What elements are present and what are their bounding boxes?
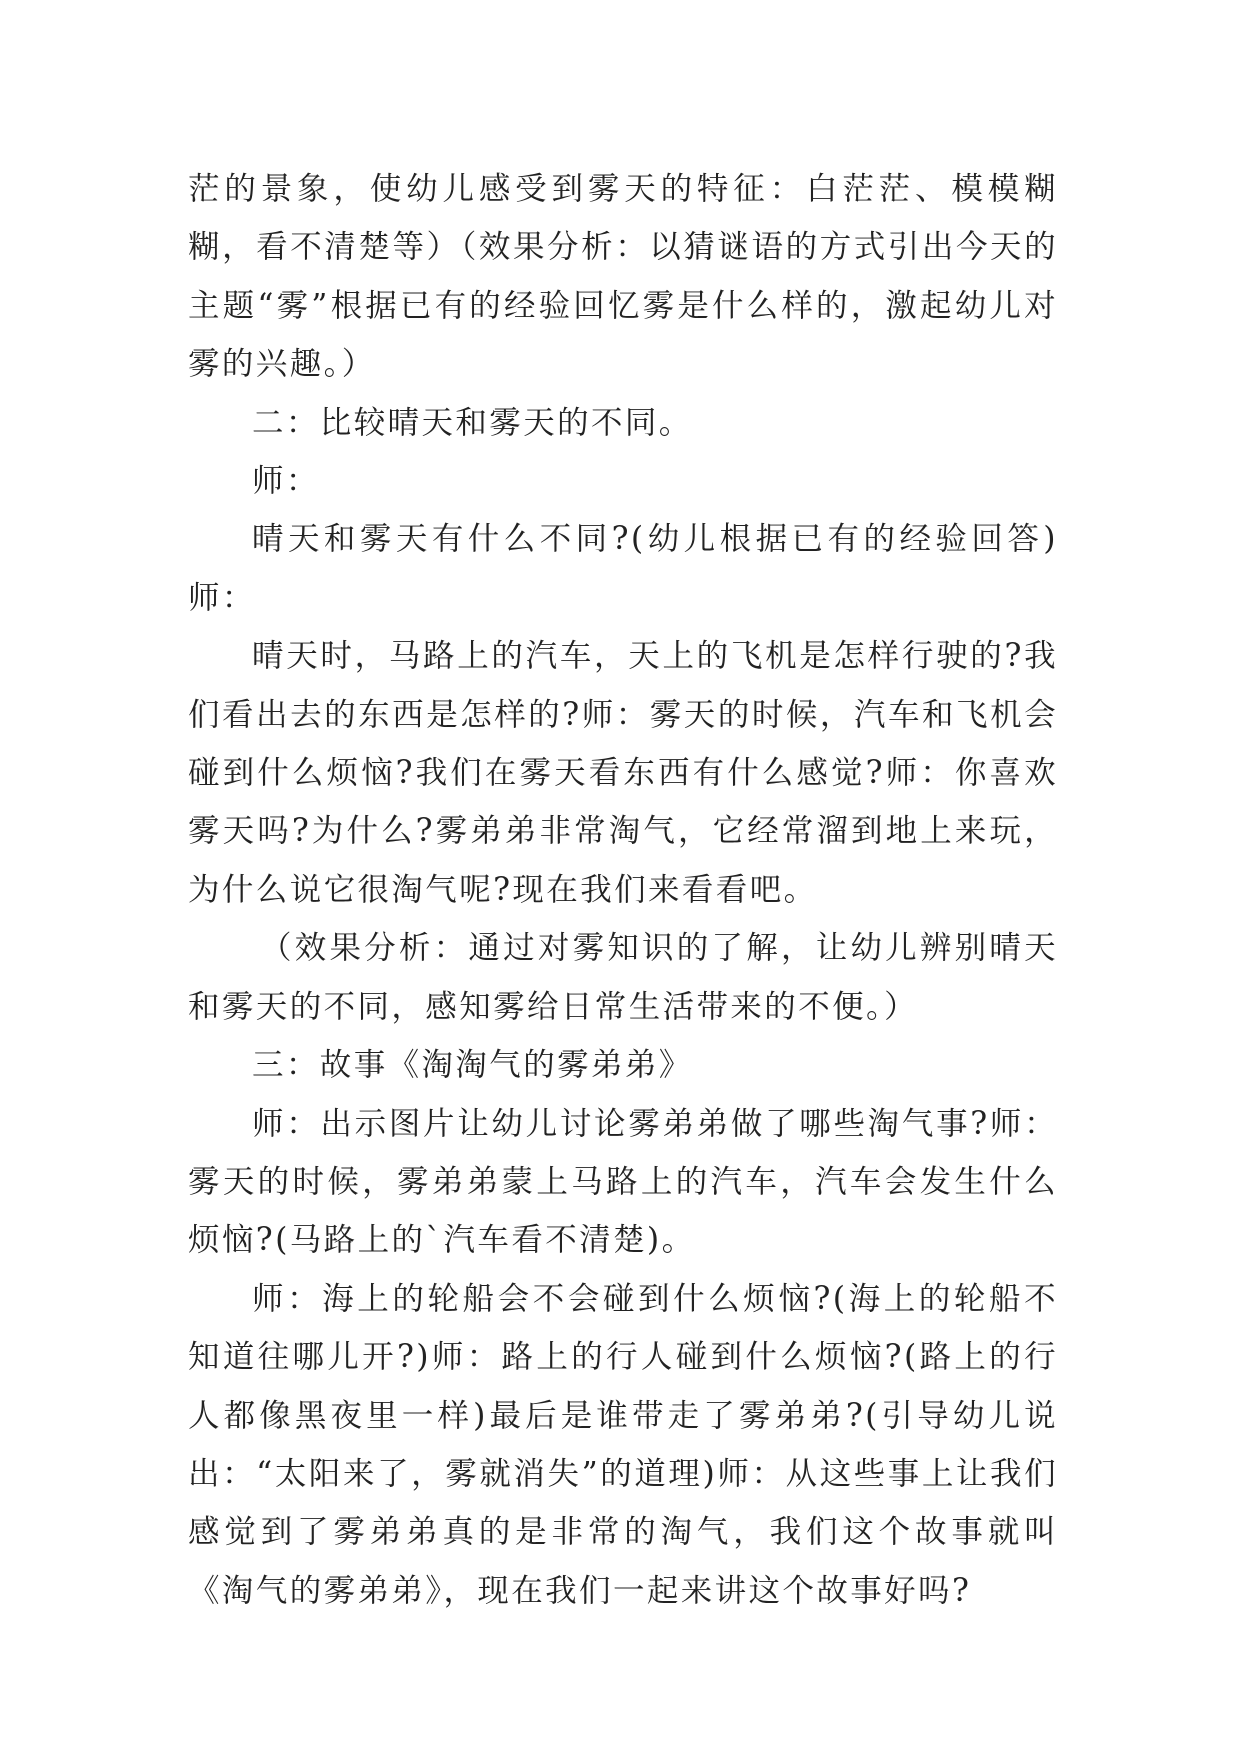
- paragraph-fog-scene-analysis: 茫的景象，使幼儿感受到雾天的特征：白茫茫、模模糊糊，看不清楚等）（效果分析：以猜谜语的方式引出今天的主题“雾”根据已有的经验回忆雾是什么样的，激起幼儿对雾的兴趣。）: [188, 171, 1058, 383]
- paragraph-teacher-label: 师：: [252, 463, 320, 500]
- paragraph-sunny-day-discussion: 晴天时，马路上的汽车，天上的飞机是怎样行驶的?我们看出去的东西是怎样的?师：雾天的时候，汽车和飞机会碰到什么烦恼?我们在雾天看东西有什么感觉?师：你喜欢雾天吗?为什么?雾弟弟非常淘气，它经常溜到地上来玩，为什么说它很淘气呢?现在我们来看看吧。: [188, 638, 1058, 908]
- document-body: [188, 160, 1058, 1620]
- paragraph-picture-discussion: 师：出示图片让幼儿讨论雾弟弟做了哪些淘气事?师：雾天的时候，雾弟弟蒙上马路上的汽车，汽车会发生什么烦恼?(马路上的`汽车看不清楚)。: [188, 1105, 1058, 1259]
- paragraph-section-three-heading: 三：故事《淘淘气的雾弟弟》: [252, 1047, 693, 1084]
- paragraph-sunny-vs-foggy-question: 晴天和雾天有什么不同?(幼儿根据已有的经验回答)师：: [188, 521, 1058, 616]
- paragraph-section-two-heading: 二：比较晴天和雾天的不同。: [252, 404, 693, 441]
- paragraph-effect-analysis-two: （效果分析：通过对雾知识的了解，让幼儿辨别晴天和雾天的不同，感知雾给日常生活带来的不便。）: [188, 930, 1058, 1025]
- paragraph-ship-and-pedestrian: 师：海上的轮船会不会碰到什么烦恼?(海上的轮船不知道往哪儿开?)师：路上的行人碰到什么烦恼?(路上的行人都像黑夜里一样)最后是谁带走了雾弟弟?(引导幼儿说出：“太阳来了，雾就消失”的道理)师：从这些事上让我们感觉到了雾弟弟真的是非常的淘气，我们这个故事就叫《淘气的雾弟弟》，现在我们一起来讲这个故事好吗?: [188, 1280, 1058, 1609]
